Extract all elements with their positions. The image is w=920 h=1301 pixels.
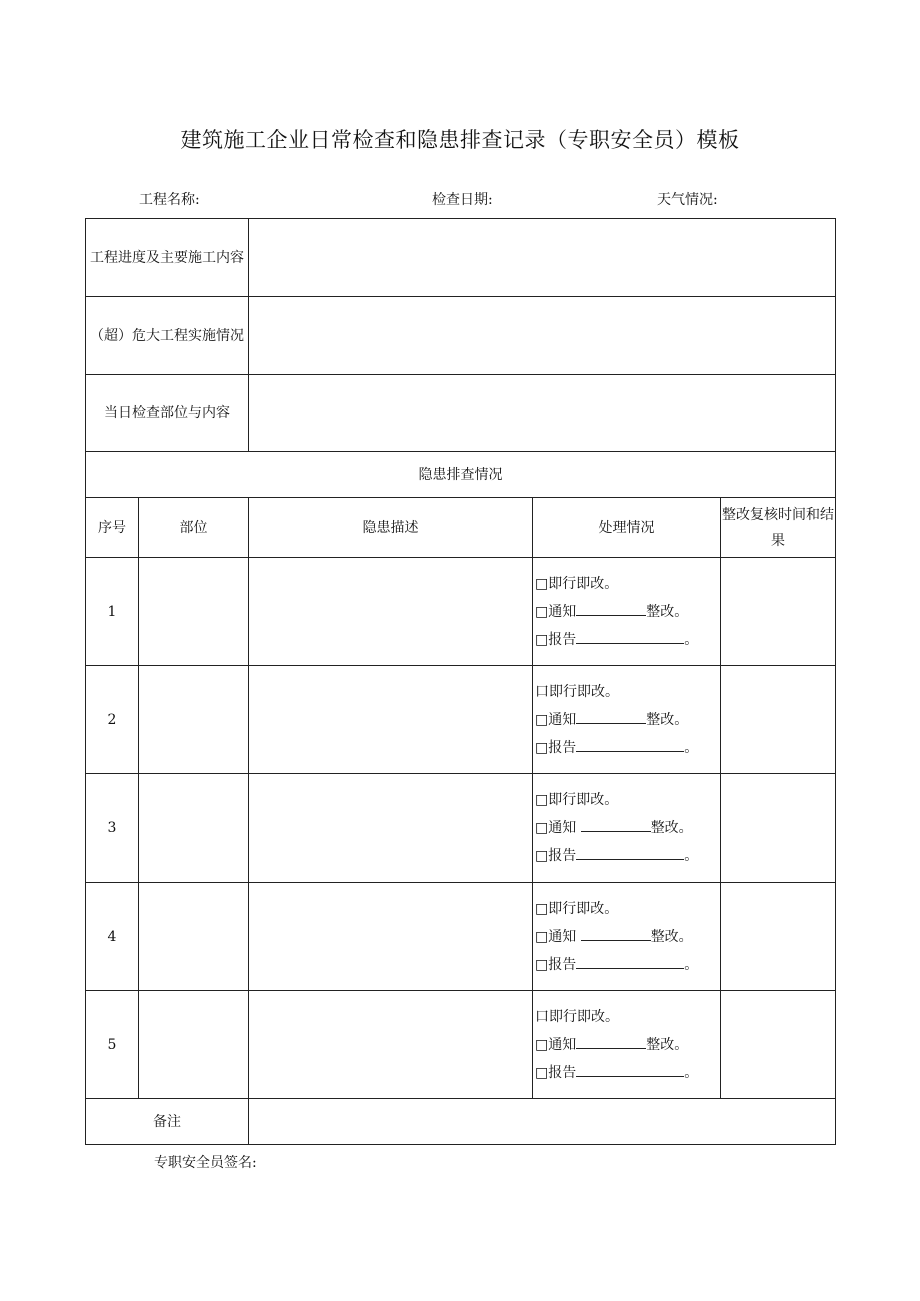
row-review-cell[interactable]	[721, 558, 836, 666]
option-report[interactable]: □报告 。	[535, 1059, 720, 1087]
notify-blank[interactable]	[581, 815, 651, 832]
remarks-label: 备注	[86, 1099, 249, 1145]
notify-blank[interactable]	[576, 707, 646, 724]
row-review-cell[interactable]	[721, 774, 836, 883]
table-row	[86, 991, 836, 1099]
option-notify[interactable]: □通知 整改。	[535, 706, 720, 734]
row-review-cell[interactable]	[721, 991, 836, 1099]
option-report[interactable]: □报告 。	[535, 626, 720, 654]
report-blank[interactable]	[576, 627, 684, 644]
notify-blank[interactable]	[576, 599, 646, 616]
progress-label: 工程进度及主要施工内容	[86, 219, 249, 297]
option-immediate[interactable]: 口即行即改。	[535, 683, 619, 700]
column-header-handling: 处理情况	[533, 498, 721, 558]
row-handling-cell	[533, 666, 721, 774]
option-report[interactable]: □报告 。	[535, 734, 720, 762]
option-notify[interactable]: □通知 整改。	[535, 814, 720, 842]
row-handling-cell	[533, 774, 721, 883]
daily-check-input-cell[interactable]	[249, 375, 836, 452]
row-description-cell[interactable]	[249, 774, 533, 883]
remarks-row	[86, 1099, 836, 1145]
row-location-cell[interactable]	[139, 991, 249, 1099]
row-handling-cell	[533, 558, 721, 666]
hazardous-row	[86, 297, 836, 375]
row-description-cell[interactable]	[249, 991, 533, 1099]
hazard-check-title: 隐患排查情况	[86, 452, 836, 498]
option-report[interactable]: □报告 。	[535, 842, 720, 870]
column-header-seq: 序号	[86, 498, 139, 558]
table-row	[86, 558, 836, 666]
option-notify[interactable]: □通知 整改。	[535, 923, 720, 951]
table-row	[86, 666, 836, 774]
page-title: 建筑施工企业日常检查和隐患排查记录（专职安全员）模板	[180, 128, 740, 152]
row-description-cell[interactable]	[249, 558, 533, 666]
daily-check-label: 当日检查部位与内容	[86, 375, 249, 452]
hazardous-label: （超）危大工程实施情况	[86, 297, 249, 375]
row-seq: 5	[86, 991, 139, 1099]
column-header-review: 整改复核时间和结果	[721, 498, 836, 558]
option-notify[interactable]: □通知 整改。	[535, 598, 720, 626]
report-blank[interactable]	[576, 1060, 684, 1077]
notify-blank[interactable]	[576, 1032, 646, 1049]
table-row	[86, 883, 836, 991]
table-row	[86, 774, 836, 883]
row-location-cell[interactable]	[139, 558, 249, 666]
report-blank[interactable]	[576, 952, 684, 969]
daily-check-row	[86, 375, 836, 452]
remarks-input-cell[interactable]	[249, 1099, 836, 1145]
row-location-cell[interactable]	[139, 666, 249, 774]
report-blank[interactable]	[576, 843, 684, 860]
row-handling-cell	[533, 883, 721, 991]
row-handling-cell	[533, 991, 721, 1099]
inspection-date-label: 检查日期:	[432, 192, 493, 208]
row-seq: 4	[86, 883, 139, 991]
row-review-cell[interactable]	[721, 883, 836, 991]
progress-row	[86, 219, 836, 297]
option-immediate[interactable]: □即行即改。	[535, 900, 619, 917]
progress-input-cell[interactable]	[249, 219, 836, 297]
hazardous-input-cell[interactable]	[249, 297, 836, 375]
column-header-description: 隐患描述	[249, 498, 533, 558]
project-name-label: 工程名称:	[139, 192, 200, 208]
option-report[interactable]: □报告 。	[535, 951, 720, 979]
row-seq: 2	[86, 666, 139, 774]
row-review-cell[interactable]	[721, 666, 836, 774]
option-immediate[interactable]: □即行即改。	[535, 792, 619, 808]
option-immediate[interactable]: □即行即改。	[535, 575, 619, 592]
column-header-row	[86, 498, 836, 558]
row-description-cell[interactable]	[249, 666, 533, 774]
signature-label: 专职安全员签名:	[154, 1155, 257, 1171]
notify-blank[interactable]	[581, 924, 651, 941]
option-notify[interactable]: □通知 整改。	[535, 1031, 720, 1059]
row-description-cell[interactable]	[249, 883, 533, 991]
row-location-cell[interactable]	[139, 774, 249, 883]
weather-label: 天气情况:	[657, 192, 718, 208]
row-location-cell[interactable]	[139, 883, 249, 991]
row-seq: 3	[86, 774, 139, 883]
row-seq: 1	[86, 558, 139, 666]
option-immediate[interactable]: 口即行即改。	[535, 1008, 619, 1025]
column-header-location: 部位	[139, 498, 249, 558]
inspection-record-table	[85, 218, 836, 1145]
hazard-check-title-row	[86, 452, 836, 498]
report-blank[interactable]	[576, 735, 684, 752]
